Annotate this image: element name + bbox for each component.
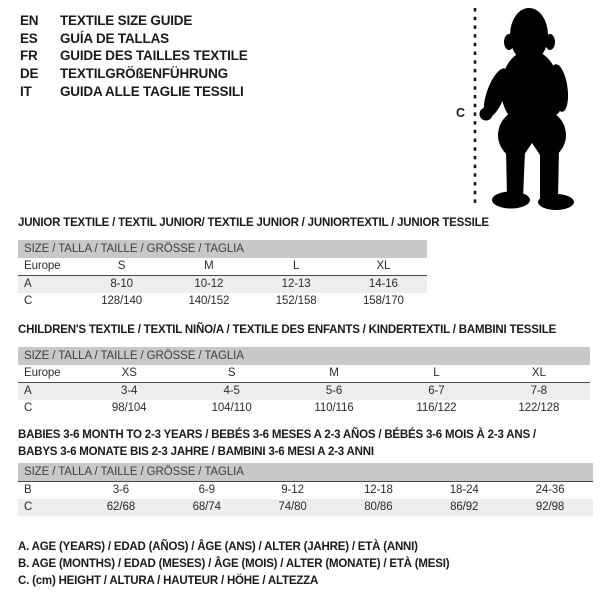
lang-code: FR [20, 48, 38, 64]
header-size-cell: L [292, 260, 300, 272]
height-measure-label: C [456, 106, 466, 120]
row-label-cell: C [24, 295, 33, 307]
lang-title: TEXTILE SIZE GUIDE [60, 13, 193, 28]
value-cell: 8-10 [110, 278, 133, 290]
babies-size-table [18, 427, 593, 516]
value-cell: 3-6 [112, 484, 130, 496]
size-band: SIZE / TALLA / TAILLE / GRÖSSE / TAGLIA [18, 347, 590, 365]
lang-title: GUIDA ALLE TAGLIE TESSILI [60, 83, 244, 99]
value-cell: 128/140 [101, 295, 143, 307]
header-size-cell: XS [121, 367, 137, 379]
table-title-line2: BABYS 3-6 MONATE BIS 2-3 JAHRE / BAMBINI 3-6 MESI A 2-3 ANNI [18, 445, 374, 458]
value-cell: 5-6 [325, 385, 343, 397]
row-label-cell: A [24, 278, 32, 290]
language-title-list [20, 12, 248, 100]
lang-row-fr [20, 47, 248, 65]
table-body [18, 482, 593, 516]
value-cell: 158/170 [362, 295, 404, 307]
lang-code: EN [20, 13, 39, 28]
junior-size-table [18, 216, 489, 310]
value-cell: 116/122 [416, 402, 457, 414]
value-cell: 9-12 [281, 484, 304, 496]
header-label-cell: Europe [24, 367, 61, 379]
value-cell: 10-12 [194, 278, 224, 290]
lang-title: GUÍA DE TALLAS [60, 30, 169, 46]
table-row [18, 276, 427, 293]
value-cell: 80/86 [364, 501, 393, 513]
row-label-cell: A [24, 385, 32, 397]
footnote-a: A. AGE (YEARS) / EDAD (AÑOS) / ÂGE (ANS) / ALTER (JAHRE) / ETÀ (ANNI) [18, 541, 418, 553]
row-label-cell: B [24, 484, 32, 496]
value-cell: 140/152 [188, 295, 230, 307]
header-size-cell: L [433, 367, 440, 379]
value-cell: 4-5 [223, 385, 240, 397]
row-label-cell: C [24, 402, 33, 414]
header-label-cell: Europe [24, 260, 61, 272]
toddler-body [479, 8, 571, 164]
header-size-cell: S [227, 367, 236, 379]
value-cell: 98/104 [111, 402, 147, 414]
table-row [18, 499, 593, 516]
lang-code: DE [20, 66, 39, 82]
table-row [18, 293, 427, 310]
value-cell: 14-16 [368, 278, 398, 290]
value-cell: 74/80 [278, 501, 307, 513]
value-cell: 7-8 [530, 385, 547, 397]
lang-code: ES [20, 30, 38, 46]
header-size-cell: S [117, 260, 126, 272]
table-title: JUNIOR TEXTILE / TEXTIL JUNIOR/ TEXTILE JUNIOR / JUNIORTEXTIL / JUNIOR TESSILE [18, 217, 489, 229]
lang-row-en [20, 12, 248, 30]
value-cell: 18-24 [449, 484, 479, 496]
children-size-table [18, 323, 590, 417]
header-size-cell: M [329, 367, 339, 379]
size-band: SIZE / TALLA / TAILLE / GRÖSSE / TAGLIA [18, 463, 593, 482]
lang-code: IT [20, 83, 32, 99]
value-cell: 86/92 [450, 501, 479, 513]
value-cell: 24-36 [535, 484, 565, 496]
value-cell: 3-4 [121, 385, 138, 397]
figure-area [440, 0, 600, 215]
lang-row-it [20, 83, 248, 101]
size-band: SIZE / TALLA / TAILLE / GRÖSSE / TAGLIA [18, 240, 427, 258]
table-title: CHILDREN'S TEXTILE / TEXTIL NIÑO/A / TEXTILE DES ENFANTS / KINDERTEXTIL / BAMBINI TESSILE [18, 324, 557, 336]
table-row [18, 482, 593, 499]
header-size-cell: XL [531, 367, 546, 379]
table-header-row [18, 365, 590, 383]
lang-title: GUIDE DES TAILLES TEXTILE [60, 48, 248, 64]
value-cell: 152/158 [275, 295, 317, 307]
table-body [18, 365, 590, 417]
header-size-cell: XL [376, 260, 391, 272]
value-cell: 62/68 [106, 501, 136, 513]
value-cell: 68/74 [192, 501, 221, 513]
value-cell: 122/128 [518, 402, 560, 414]
footnote-b: B. AGE (MONTHS) / EDAD (MESES) / ÂGE (MOIS) / ALTER (MONATE) / ETÀ (MESI) [18, 558, 450, 571]
footnote-list [18, 539, 449, 591]
value-cell: 12-18 [363, 484, 393, 496]
lang-title: TEXTILGRÖßENFÜHRUNG [60, 66, 228, 82]
value-cell: 104/110 [211, 402, 252, 414]
table-body [18, 258, 427, 310]
header-size-cell: M [204, 260, 214, 272]
value-cell: 6-9 [198, 484, 215, 496]
footnote-c: C. (cm) HEIGHT / ALTURA / HAUTEUR / HÖHE / ALTEZZA [18, 575, 319, 588]
table-title-line1: BABIES 3-6 MONTH TO 2-3 YEARS / BEBÉS 3-6 MESES A 2-3 AÑOS / BÉBÉS 3-6 MOIS À 2-3 ANS / [18, 429, 536, 441]
value-cell: 12-13 [281, 278, 311, 290]
lang-row-es [20, 30, 248, 48]
table-row [18, 383, 590, 400]
table-row [18, 400, 590, 417]
value-cell: 6-7 [428, 385, 445, 397]
table-header-row [18, 258, 427, 276]
value-cell: 110/116 [314, 402, 354, 414]
value-cell: 92/98 [535, 501, 565, 513]
row-label-cell: C [24, 501, 33, 513]
lang-row-de [20, 65, 248, 83]
